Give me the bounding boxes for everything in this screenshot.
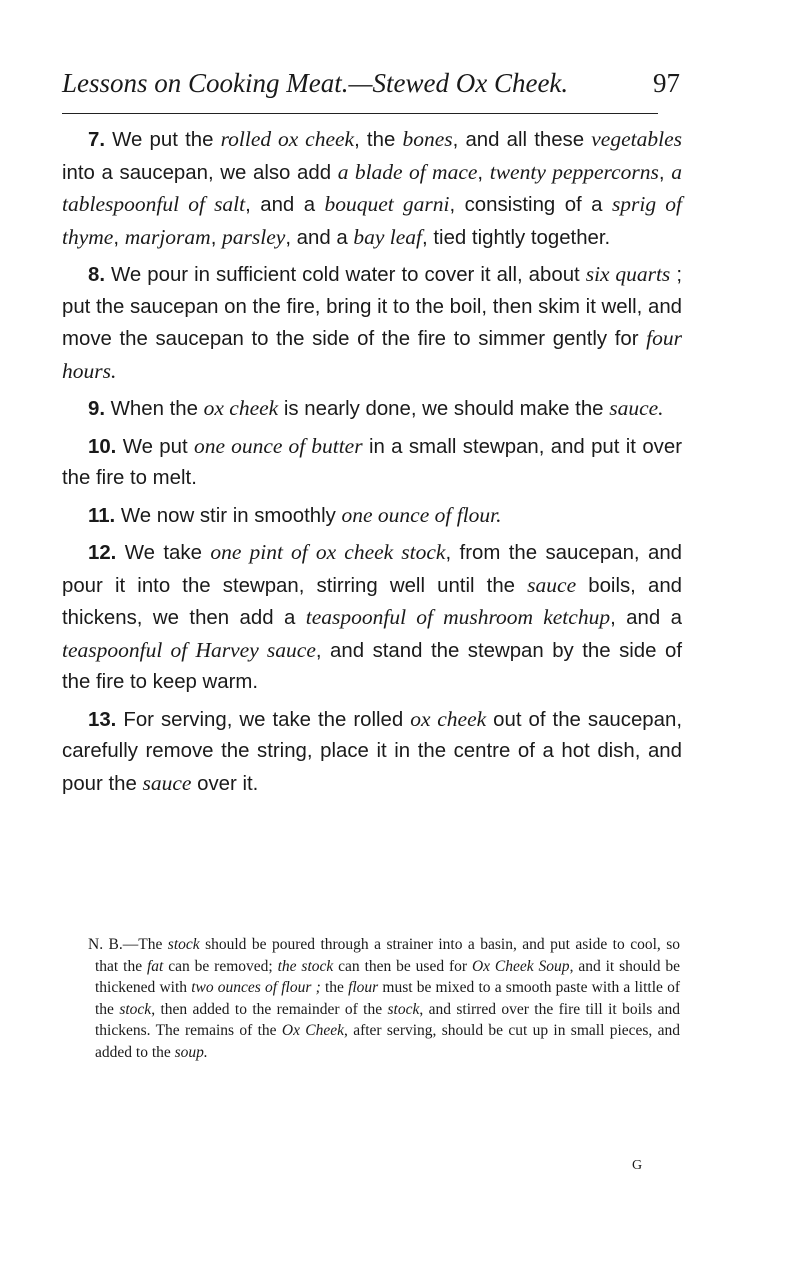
text-run: is nearly done, we should make the — [278, 398, 610, 420]
text-run: N. B.—The — [88, 936, 168, 953]
italic-text: bouquet garni — [324, 192, 450, 216]
footnote-text — [88, 934, 680, 1063]
italic-text: sauce. — [609, 396, 664, 420]
step-paragraph — [62, 500, 682, 533]
text-run: the — [320, 979, 349, 996]
running-header — [62, 66, 680, 100]
text-run: , consisting of a — [449, 194, 612, 216]
italic-text: sprig of thyme — [62, 192, 683, 249]
text-run: can then be used for — [333, 957, 472, 975]
text-run: , then added to the remainder of the — [151, 1000, 388, 1018]
italic-text: fat — [146, 957, 164, 975]
text-run: , — [477, 161, 490, 184]
text-run: out of the saucepan, carefully remove the string, place it in the centre of a hot dish, and pour the — [62, 708, 682, 795]
header-rule — [62, 113, 658, 114]
text-run: can be removed; — [163, 957, 278, 975]
text-run: , and all these — [452, 129, 592, 151]
italic-text: flour — [348, 979, 379, 996]
italic-text: six quarts — [585, 262, 671, 286]
text-run: , and stirred over the fire till it boils and thickens. The remains of the — [95, 1000, 681, 1039]
text-run: We now stir in smoothly — [115, 504, 342, 527]
step-number: 12. — [88, 542, 117, 564]
italic-text: stock — [387, 1000, 420, 1018]
italic-text: ox cheek — [410, 706, 487, 731]
italic-text: two ounces of flour ; — [191, 979, 321, 996]
text-run: We put the — [105, 129, 221, 151]
italic-text: ox cheek — [203, 396, 279, 420]
step-paragraph — [62, 259, 682, 388]
text-run: , — [210, 226, 223, 249]
italic-text: marjoram — [124, 224, 211, 249]
italic-text: sauce — [527, 572, 577, 597]
text-run: We put — [116, 435, 194, 458]
step-paragraph — [62, 393, 682, 426]
text-run: , tied tightly together. — [422, 226, 611, 249]
italic-text: vegetables — [591, 127, 682, 151]
italic-text: sauce — [142, 770, 192, 795]
italic-text: Ox Cheek — [281, 1022, 344, 1039]
italic-text: rolled ox cheek — [220, 127, 355, 151]
step-number: 8. — [88, 264, 106, 286]
text-run: , and it should be thickened with — [95, 957, 680, 996]
italic-text: a blade of mace — [337, 159, 478, 184]
italic-text: stock — [167, 936, 200, 953]
italic-text: bay leaf — [353, 224, 423, 249]
italic-text: a tablespoonful of salt — [62, 159, 682, 216]
text-run: boils, and thickens, we then add a — [62, 574, 683, 629]
italic-text: parsley — [222, 224, 286, 249]
footnote — [88, 934, 680, 1063]
step-number: 11. — [88, 504, 116, 527]
step-paragraph — [62, 124, 682, 254]
italic-text: Ox Cheek Soup — [471, 957, 570, 975]
text-run: should be poured through a strainer into a basin, and put aside to cool, so that the — [95, 936, 680, 975]
step-paragraph — [62, 537, 682, 699]
text-run: When the — [105, 398, 204, 420]
italic-text: twenty peppercorns — [489, 159, 659, 184]
step-number: 9. — [88, 398, 106, 420]
step-number: 10. — [88, 435, 117, 458]
text-run: , after serving, should be cut up in small pieces, and added to the — [95, 1022, 680, 1061]
text-run: over it. — [191, 772, 259, 795]
text-run: , and a — [610, 607, 682, 629]
step-paragraph — [62, 431, 682, 495]
italic-text: four hours. — [62, 326, 682, 383]
text-run: For serving, we take the rolled — [116, 708, 411, 731]
text-run: into a saucepan, we also add — [62, 161, 338, 184]
text-run: must be mixed to a smooth paste with a little of the — [95, 979, 680, 1018]
italic-text: one ounce of butter — [193, 433, 363, 458]
text-run: in a small stewpan, and put it over the fire to melt. — [62, 435, 682, 489]
text-run: , — [113, 226, 125, 249]
italic-text: teaspoonful of mushroom ketchup — [305, 605, 611, 629]
italic-text: the stock — [277, 957, 334, 975]
step-paragraph — [62, 704, 682, 801]
italic-text: stock — [119, 1000, 152, 1018]
page-number: 97 — [653, 68, 680, 98]
italic-text: one pint of ox cheek stock — [210, 540, 446, 564]
text-run: , — [658, 161, 672, 184]
text-run: ; put the saucepan on the fire, bring it to the boil, then skim it well, and move the saucepan to the side of the fire to simmer gently for — [62, 264, 683, 350]
step-number: 7. — [88, 129, 106, 151]
text-run: , the — [354, 129, 403, 151]
signature-mark: G — [632, 1158, 643, 1173]
italic-text: teaspoonful of Harvey sauce — [62, 637, 316, 662]
italic-text: soup. — [174, 1043, 208, 1061]
text-run: , from the saucepan, and pour it into the stewpan, stirring well until the — [62, 542, 682, 597]
text-run: We pour in sufficient cold water to cover it all, about — [105, 264, 586, 286]
text-run: , and a — [245, 194, 325, 216]
body-text — [62, 124, 682, 805]
text-run: , and a — [285, 226, 354, 249]
header-title: Lessons on Cooking Meat.—Stewed Ox Cheek. — [62, 68, 569, 98]
text-run: We take — [116, 542, 211, 564]
text-run: , and stand the stewpan by the side of the fire to keep warm. — [62, 639, 682, 693]
italic-text: one ounce of flour. — [341, 502, 502, 527]
italic-text: bones — [402, 127, 453, 151]
step-number: 13. — [88, 708, 117, 731]
